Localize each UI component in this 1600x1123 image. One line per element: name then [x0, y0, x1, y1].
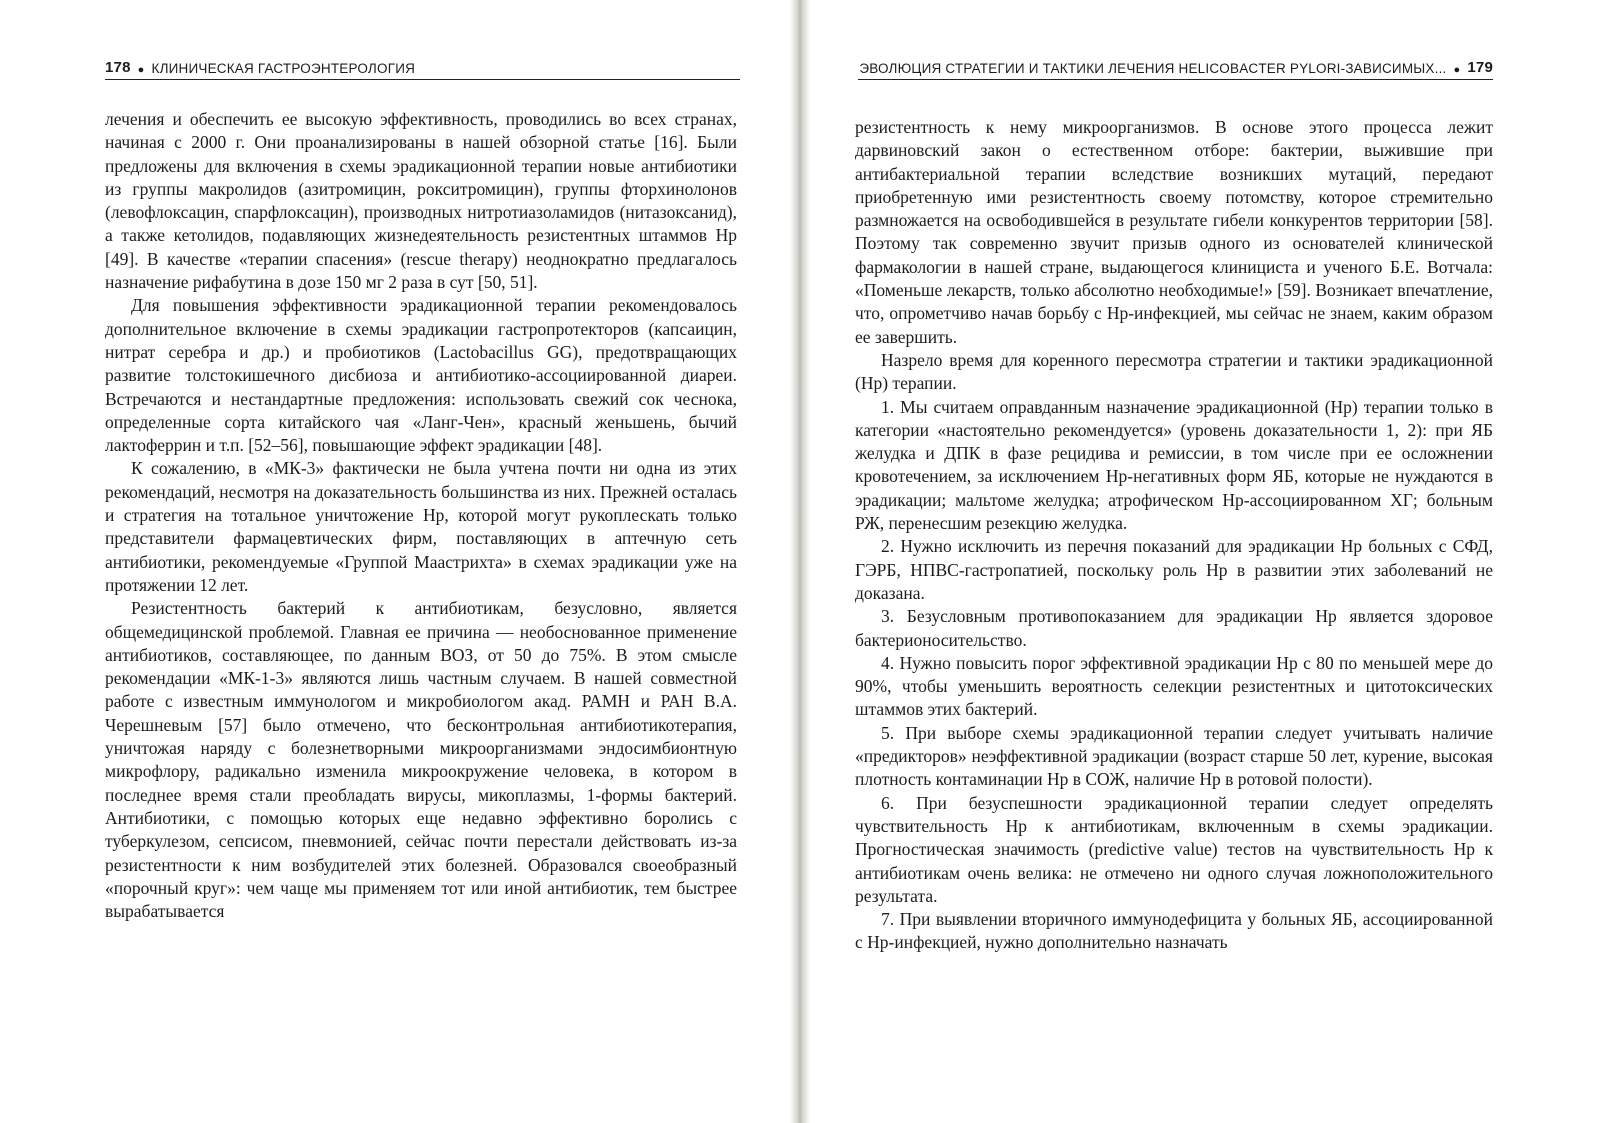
paragraph: 3. Безусловным противопоказанием для эрадикации Нр является здоровое бактерионосительство. [855, 606, 1493, 650]
paragraph: Для повышения эффективности эрадикационной терапии рекомендовалось дополнительное включение в схемы эрадикации гастропротекторов (капсаицин, нитрат серебра и др.) и пробиотиков (Lactobacillus GG), предотвращающих развитие толстокишечного дисбиоза и антибиотико-ассоциированной диареи. Встречаются и нестандартные предложения: использовать свежий сок чеснока, определенные сорта китайского чая «Ланг-Чен», красный женьшень, бычий лактоферрин и т.п. [52–56], повышающие эффект эрадикации [48]. [105, 295, 737, 456]
left-running-title: КЛИНИЧЕСКАЯ ГАСТРОЭНТЕРОЛОГИЯ [151, 61, 416, 76]
header-bullet-icon: ● [1453, 64, 1461, 76]
right-page [810, 0, 1600, 1123]
paragraph: Назрело время для коренного пересмотра стратегии и тактики эрадикационной (Нр) терапии. [855, 349, 1493, 394]
paragraph: 7. При выявлении вторичного иммунодефицита у больных ЯБ, ассоциированной с Нр-инфекцией, нужно дополнительно назначать [855, 909, 1493, 953]
right-body-text [855, 116, 1493, 955]
right-running-title: ЭВОЛЮЦИЯ СТРАТЕГИИ И ТАКТИКИ ЛЕЧЕНИЯ HELICOBACTER PYLORI-ЗАВИСИМЫХ... [859, 61, 1447, 76]
left-page-number: 178 [105, 59, 131, 76]
left-page [0, 0, 790, 1123]
header-bullet-icon: ● [137, 64, 145, 76]
paragraph: 4. Нужно повысить порог эффективной эрадикации Нр с 80 по меньшей мере до 90%, чтобы уменьшить вероятность селекции резистентных и цитотоксических штаммов этих бактерий. [855, 652, 1493, 720]
right-running-header [858, 58, 1493, 80]
book-spine-gutter [790, 0, 810, 1123]
paragraph: лечения и обеспечить ее высокую эффективность, проводились во всех странах, начиная с 2000 г. Они проанализированы в нашей обзорной статье [16]. Были предложены для включения в схемы эрадикационной терапии новые антибиотики из группы макролидов (азитромицин, рокситромицин), группы фторхинолонов (левофлоксацин, спарфлоксацин), производных нитротиазоламидов (нитазоксанид), а также кетолидов, подавляющих жизнедеятельность резистентных штаммов Нр [49]. В качестве «терапии спасения» (rescue therapy) неоднократно предлагалось назначение рифабутина в дозе 150 мг 2 раза в сут [50, 51]. [105, 109, 737, 293]
paragraph: Резистентность бактерий к антибиотикам, безусловно, является общемедицинской проблемой. Главная ее причина — необоснованное применение антибиотиков, составляющее, по данным ВОЗ, от 50 до 75%. В этом смысле рекомендации «МК-1-3» являются лишь частным случаем. В нашей совместной работе с известным иммунологом и микробиологом акад. РАМН и РАН В.А. Черешневым [57] было отмечено, что бесконтрольная антибиотикотерапия, уничтожая наряду с болезнетворными микроорганизмами эндосимбионтную микрофлору, радикально изменила микроокружение человека, в котором в последнее время стали преобладать вирусы, микоплазмы, 1-формы бактерий. Антибиотики, с помощью которых еще недавно эффективно боролись с туберкулезом, сепсисом, пневмонией, сейчас почти перестали действовать из-за резистентности к ним возбудителей этих болезней. Образовался своеобразный «порочный круг»: чем чаще мы применяем тот или иной антибиотик, тем быстрее вырабатывается [105, 598, 737, 922]
paragraph: 2. Нужно исключить из перечня показаний для эрадикации Нр больных с СФД, ГЭРБ, НПВС-гастропатией, поскольку роль Нр в развитии этих заболеваний не доказана. [855, 536, 1493, 603]
paragraph: 1. Мы считаем оправданным назначение эрадикационной (Нр) терапии только в категории «настоятельно рекомендуется» (уровень доказательности 1, 2): при ЯБ желудка и ДПК в фазе рецидива и ремиссии, в том числе при ее осложнении кровотечением, за исключением Нр-негативных форм ЯБ, которые не нуждаются в эрадикации; мальтоме желудка; атрофическом Нр-ассоциированном ХГ; больным РЖ, перенесшим резекцию желудка. [855, 396, 1493, 534]
right-page-number: 179 [1467, 59, 1493, 76]
paragraph: 6. При безуспешности эрадикационной терапии следует определять чувствительность Нр к антибиотикам, включенным в схемы эрадикации. Прогностическая значимость (predictive value) тестов на чувствительность Нр к антибиотикам очень велика: не отмечено ни одного случая ложноположительного результата. [855, 792, 1493, 906]
paragraph: К сожалению, в «МК-3» фактически не была учтена почти ни одна из этих рекомендаций, несмотря на доказательность большинства из них. Прежней осталась и стратегия на тотальное уничтожение Нр, которой могут рукоплескать только представители фармацевтических фирм, поставляющих в аптечную сеть антибиотики, рекомендуемые «Группой Маастрихта» в схемах эрадикации уже на протяжении 12 лет. [105, 458, 737, 595]
left-running-header [105, 58, 740, 80]
paragraph: резистентность к нему микроорганизмов. В основе этого процесса лежит дарвиновский закон о естественном отборе: бактерии, выжившие при антибактериальной терапии вследствие возникших мутаций, передают приобретенную ими резистентность своему потомству, которое стремительно размножается на освободившейся в результате гибели конкурентов территории [58]. Поэтому так современно звучит призыв одного из основателей клинической фармакологии в нашей стране, выдающегося клинициста и ученого Б.Е. Вотчала: «Поменьше лекарств, только абсолютно необходимые!» [59]. Возникает впечатление, что, опрометчиво начав борьбу с Нр-инфекцией, мы сейчас не знаем, каким образом ее завершить. [855, 117, 1493, 347]
paragraph: 5. При выборе схемы эрадикационной терапии следует учитывать наличие «предикторов» неэффективной эрадикации (возраст старше 50 лет, курение, высокая плотность контаминации Нр в СОЖ, наличие Нр в ротовой полости). [855, 722, 1493, 790]
left-body-text [105, 108, 737, 923]
